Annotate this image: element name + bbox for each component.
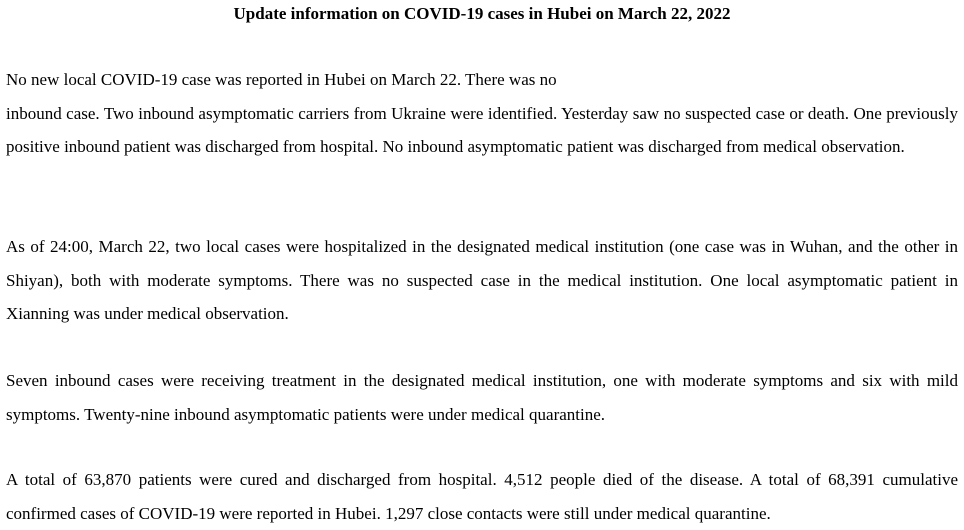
paragraph-inbound-treatment: Seven inbound cases were receiving treatment in the designated medical institution, one with moderate symptoms and six with mild symptoms. Twenty-nine inbound asymptomatic patients were under medical quarantine. bbox=[6, 371, 958, 424]
paragraph-cumulative-totals: A total of 63,870 patients were cured and discharged from hospital. 4,512 people died of the disease. A total of 68,391 cumulative confirmed cases of COVID-19 were reported in Hubei. 1,297 close contacts were still under medical quarantine. bbox=[6, 470, 958, 523]
document-title: Update information on COVID-19 cases in Hubei on March 22, 2022 bbox=[233, 4, 731, 23]
paragraph-new-cases-body: inbound case. Two inbound asymptomatic carriers from Ukraine were identified. Yesterday saw no suspected case or death. One previously positive inbound patient was discharged from hospital. No inbound asymptomatic patient was discharged from medical observation. bbox=[6, 103, 958, 156]
paragraph-new-cases-first-line: No new local COVID-19 case was reported in Hubei on March 22. There was no bbox=[6, 70, 557, 89]
paragraph-new-cases bbox=[6, 63, 958, 164]
paragraph-local-hospitalized: As of 24:00, March 22, two local cases were hospitalized in the designated medical institution (one case was in Wuhan, and the other in Shiyan), both with moderate symptoms. There was no suspected case in the medical institution. One local asymptomatic patient in Xianning was under medical observation. bbox=[6, 237, 958, 323]
